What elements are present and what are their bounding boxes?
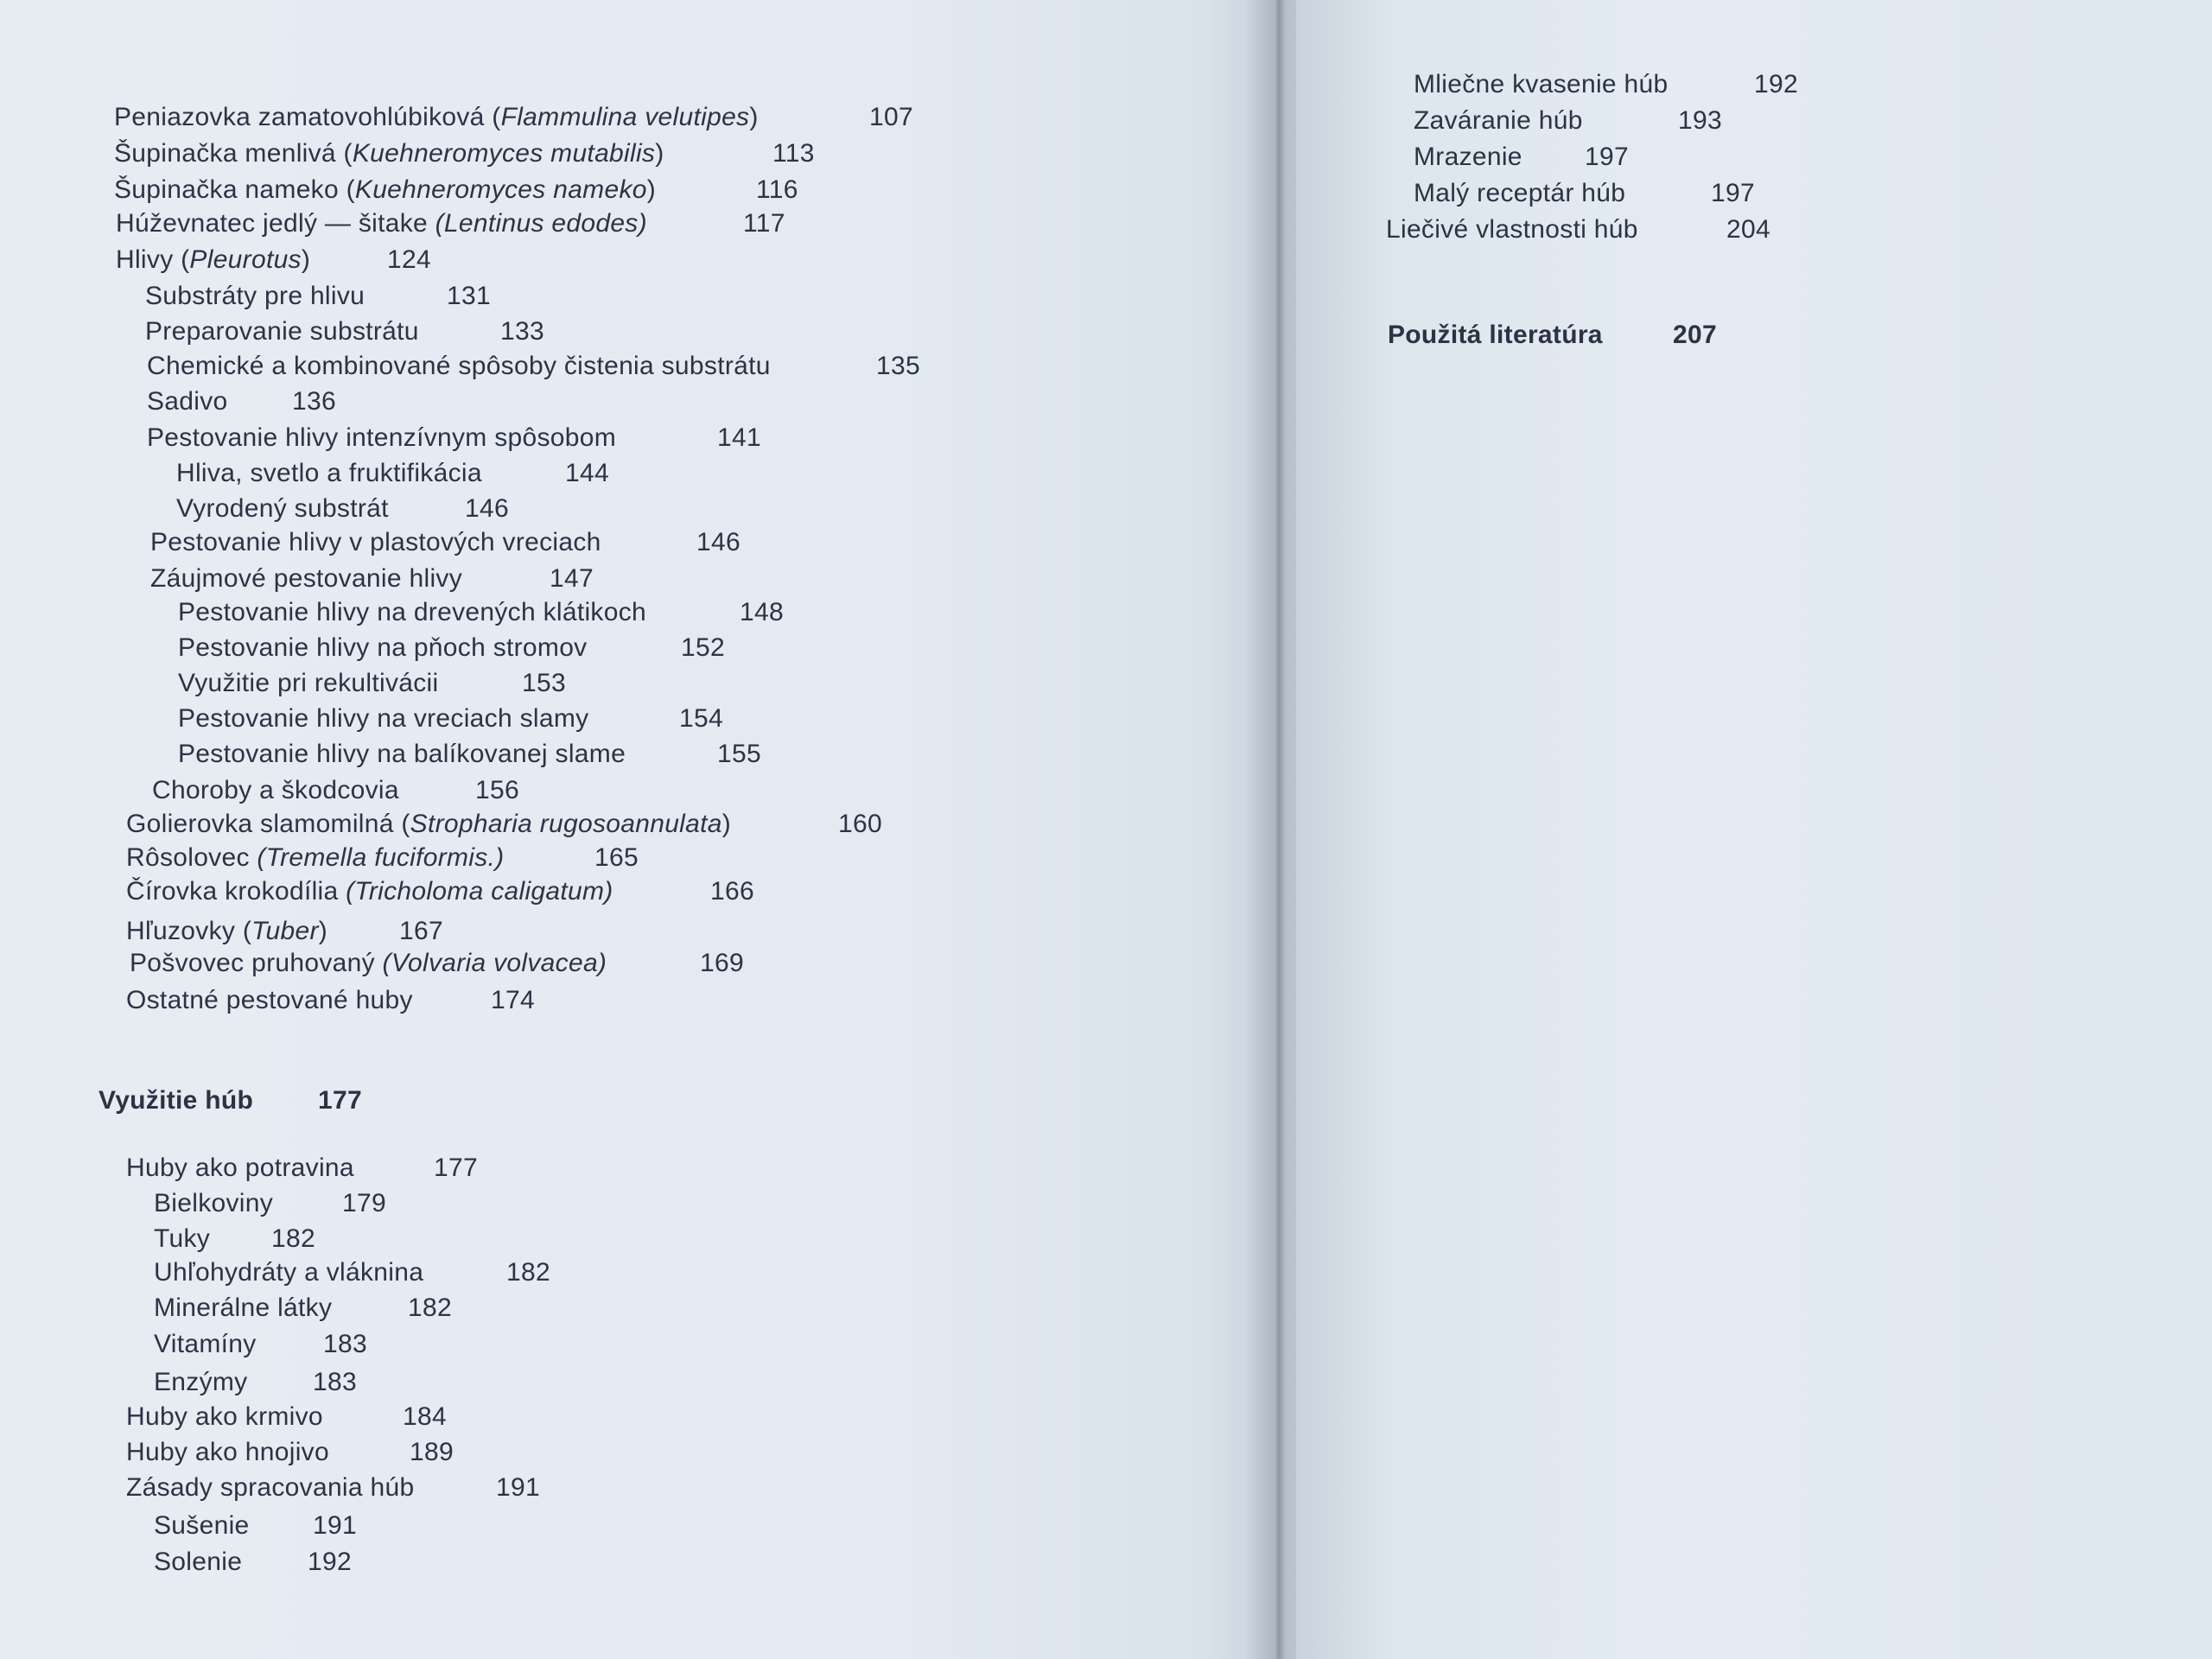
toc-entry: Huby ako potravina 177 <box>126 1154 478 1182</box>
page-number: 124 <box>387 245 431 274</box>
toc-entry: Solenie 192 <box>154 1548 352 1576</box>
page-number: 154 <box>679 704 723 733</box>
toc-entry: Liečivé vlastnosti húb 204 <box>1386 215 1770 244</box>
toc-entry: Hliva, svetlo a fruktifikácia 144 <box>176 459 609 487</box>
toc-entry: Enzýmy 183 <box>154 1368 357 1396</box>
toc-entry: Pestovanie hlivy na balíkovanej slame 155 <box>178 740 761 768</box>
page-number: 153 <box>522 669 566 697</box>
page-number: 136 <box>292 387 336 416</box>
page-number: 179 <box>342 1189 386 1217</box>
page-number: 113 <box>772 139 815 168</box>
page-number: 155 <box>717 740 761 768</box>
toc-entry: Šupinačka menlivá (Kuehneromyces mutabilis) 113 <box>114 139 815 168</box>
toc-entry: Hľuzovky (Tuber) 167 <box>126 917 443 945</box>
toc-entry: Uhľohydráty a vláknina 182 <box>154 1258 550 1287</box>
toc-entry: Huby ako krmivo 184 <box>126 1402 447 1431</box>
page-number: 177 <box>434 1154 478 1182</box>
toc-entry: Zásady spracovania húb 191 <box>126 1473 540 1502</box>
page-number: 207 <box>1673 321 1717 349</box>
toc-entry: Bielkoviny 179 <box>154 1189 386 1217</box>
toc-entry: Choroby a škodcovia 156 <box>152 776 519 804</box>
toc-entry: Zaváranie húb 193 <box>1414 106 1722 135</box>
toc-entry: Pestovanie hlivy na vreciach slamy 154 <box>178 704 723 733</box>
page-number: 182 <box>506 1258 550 1287</box>
toc-entry: Peniazovka zamatovohlúbiková (Flammulina velutipes) 107 <box>114 103 913 131</box>
toc-entry: Sadivo 136 <box>147 387 336 416</box>
toc-entry: Pestovanie hlivy na pňoch stromov 152 <box>178 633 725 662</box>
page-number: 165 <box>594 843 639 872</box>
toc-entry: Rôsolovec (Tremella fuciformis.) 165 <box>126 843 639 872</box>
page-number: 191 <box>496 1473 540 1502</box>
toc-entry: Tuky 182 <box>154 1224 315 1253</box>
page-number: 135 <box>876 352 920 380</box>
page-number: 183 <box>323 1330 367 1358</box>
page-number: 148 <box>740 598 784 626</box>
page-number: 133 <box>500 317 544 346</box>
toc-entry: Chemické a kombinované spôsoby čistenia substrátu 135 <box>147 352 920 380</box>
page-number: 191 <box>313 1511 357 1540</box>
page-number: 197 <box>1585 143 1629 171</box>
right-page <box>1296 0 2212 1659</box>
toc-entry: Ostatné pestované huby 174 <box>126 986 535 1014</box>
toc-entry: Huby ako hnojivo 189 <box>126 1438 454 1466</box>
section-heading: Použitá literatúra 207 <box>1388 321 1717 349</box>
toc-entry: Záujmové pestovanie hlivy 147 <box>150 564 594 593</box>
page-number: 189 <box>410 1438 454 1466</box>
page-number: 152 <box>681 633 725 662</box>
toc-entry: Malý receptár húb 197 <box>1414 179 1755 207</box>
page-number: 184 <box>403 1402 447 1431</box>
page-number: 166 <box>710 877 754 906</box>
toc-entry: Pestovanie hlivy v plastových vreciach 146 <box>150 528 741 556</box>
toc-entry: Minerálne látky 182 <box>154 1294 452 1322</box>
page-number: 177 <box>318 1086 362 1115</box>
section-heading: Využitie húb 177 <box>99 1086 362 1115</box>
page-number: 156 <box>475 776 519 804</box>
page-number: 141 <box>717 423 761 452</box>
toc-entry: Šupinačka nameko (Kuehneromyces nameko) 116 <box>114 175 798 204</box>
page-number: 131 <box>447 282 491 310</box>
toc-entry: Pestovanie hlivy intenzívnym spôsobom 141 <box>147 423 761 452</box>
page-number: 116 <box>756 175 798 204</box>
page-number: 107 <box>869 103 913 131</box>
page-number: 144 <box>565 459 609 487</box>
toc-entry: Čírovka krokodília (Tricholoma caligatum) 166 <box>126 877 754 906</box>
toc-entry: Vitamíny 183 <box>154 1330 367 1358</box>
page-number: 183 <box>313 1368 357 1396</box>
toc-entry: Pošvovec pruhovaný (Volvaria volvacea) 169 <box>130 949 744 977</box>
page-number: 147 <box>550 564 594 593</box>
toc-entry: Substráty pre hlivu 131 <box>145 282 491 310</box>
page-number: 146 <box>465 494 509 523</box>
toc-entry: Pestovanie hlivy na drevených klátikoch 148 <box>178 598 784 626</box>
toc-entry: Sušenie 191 <box>154 1511 357 1540</box>
page-number: 197 <box>1711 179 1755 207</box>
page-number: 182 <box>271 1224 315 1253</box>
page-number: 192 <box>308 1548 352 1576</box>
toc-entry: Preparovanie substrátu 133 <box>145 317 544 346</box>
toc-entry: Mliečne kvasenie húb 192 <box>1414 70 1798 99</box>
toc-entry: Využitie pri rekultivácii 153 <box>178 669 566 697</box>
page-number: 192 <box>1754 70 1798 99</box>
page-number: 204 <box>1726 215 1770 244</box>
toc-entry: Húževnatec jedlý — šitake (Lentinus edodes) 117 <box>116 209 785 238</box>
page-number: 169 <box>700 949 744 977</box>
page-number: 193 <box>1678 106 1722 135</box>
page-number: 174 <box>491 986 535 1014</box>
page-number: 167 <box>399 917 443 945</box>
page-number: 146 <box>696 528 741 556</box>
page-number: 117 <box>743 209 785 238</box>
page-number: 160 <box>838 810 882 838</box>
toc-entry: Hlivy (Pleurotus) 124 <box>116 245 431 274</box>
toc-entry: Vyrodený substrát 146 <box>176 494 509 523</box>
toc-entry: Mrazenie 197 <box>1414 143 1629 171</box>
page-number: 182 <box>408 1294 452 1322</box>
toc-entry: Golierovka slamomilná (Stropharia rugosoannulata) 160 <box>126 810 882 838</box>
